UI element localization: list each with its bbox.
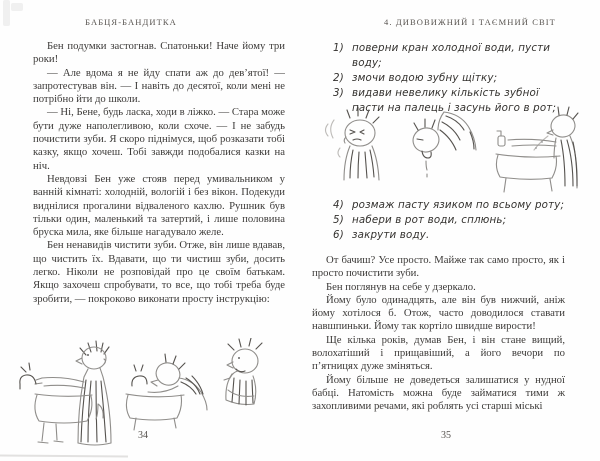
- paragraph: Бен ненавидів чистити зуби. Отже, він лише вдавав, що чистить їх. Вдавати, що ти чистиш зуби, досить легко. Ніколи не розповідай про це своїм батькам. Якщо захочеш спробувати, то все, що тобі треба буде зробити, — покроково виконати просту інструкцію:: [33, 239, 285, 305]
- sketch-boy-grimacing: [326, 107, 380, 180]
- instruction-text: набери в рот води, сплюнь;: [352, 214, 507, 226]
- instruction-text: поверни кран холодної води, пусти воду;: [352, 42, 551, 69]
- instruction-item: [333, 228, 569, 243]
- paragraph: — Але вдома я не йду спати аж до дев’ятої! — запротестував він. — І навіть до десятої, коли мені не потрібно йти до школи.: [33, 66, 285, 106]
- instruction-number: 1): [333, 42, 344, 54]
- sketch-boy-turning-tap: [20, 341, 111, 445]
- left-page-text: [33, 40, 285, 306]
- scan-smudge: [11, 3, 23, 11]
- paragraph: Ще кілька років, думав Бен, і він стане вищий, волохатіший і прищавіший, а його вечори по п’ятницях дуже зміняться.: [312, 333, 565, 373]
- sketch-boy-leaning-over-sink: [126, 354, 207, 430]
- paragraph: Йому було одинадцять, але він був нижчий, аніж йому хотілося б. Отож, часто доводилося ставати навшпиньки. Йому так кортіло швидше вирости!: [312, 293, 565, 333]
- scan-smudge: [3, 0, 10, 26]
- illustration-right-trio: [320, 106, 588, 198]
- instruction-text: розмаж пасту язиком по всьому роту;: [352, 199, 565, 211]
- paragraph: Бен подумки застогнав. Спатоньки! Наче йому три роки!: [33, 40, 285, 66]
- instruction-text: змочи водою зубну щітку;: [352, 72, 498, 84]
- paragraph: От бачиш? Усе просто. Майже так само просто, як і просто почистити зуби.: [312, 254, 565, 280]
- instruction-text: закрути воду.: [352, 229, 430, 241]
- instruction-number: 5): [333, 214, 344, 226]
- sketch-boy-finger-in-mouth: [224, 338, 262, 405]
- right-page-text: [312, 254, 565, 414]
- instructions-list-bottom: [333, 198, 569, 243]
- instruction-item: [333, 71, 569, 86]
- paragraph: Невдовзі Бен уже стояв перед умивальником у ванній кімнаті: холодній, вологій і без вікон. Подекуди виднілися прогалини відваленого кахлю. Рушник був тільки один, маленький та затертий, і лише половина бруска мила, яке більше нагадувало желе.: [33, 172, 285, 239]
- page-edge-shadow: [0, 455, 128, 457]
- instruction-text: видави невелику кількість зубної пасти на палець і засунь його в рот;: [352, 87, 557, 114]
- left-running-header: БАБЦЯ-БАНДИТКА: [85, 17, 177, 27]
- paragraph: — Ні, Бене, будь ласка, ходи в ліжко. — Стара може бути дуже наполегливою, коли схоче. — І не забудь почистити зуби. Я скоро піднімуся, щоб розказати тобі казку, якщо хочеш. Тобі завжди подобалися казки на ніч.: [33, 106, 285, 172]
- paragraph: Бен поглянув на себе у дзеркало.: [326, 280, 476, 293]
- sketch-boy-spitting-into-sink: [496, 107, 578, 192]
- right-page-number: 35: [441, 430, 451, 441]
- right-running-header: 4. ДИВОВИЖНИЙ І ТАЄМНИЙ СВІТ: [384, 17, 556, 27]
- left-page-number: 34: [138, 430, 148, 441]
- instruction-number: 3): [333, 87, 344, 99]
- paragraph: Йому більше не доведеться залишатися у нудної бабці. Натомість можна буде займатися тими ж захопливими речами, які роблять усі старші міські: [312, 373, 565, 413]
- instruction-number: 4): [333, 199, 344, 211]
- instruction-item: [333, 41, 569, 71]
- instructions-list-top: [333, 41, 569, 116]
- instruction-number: 2): [333, 72, 344, 84]
- instruction-item: [333, 198, 569, 213]
- sketch-boy-tongue-out: [410, 112, 476, 177]
- instruction-number: 6): [333, 229, 344, 241]
- instruction-item: [333, 213, 569, 228]
